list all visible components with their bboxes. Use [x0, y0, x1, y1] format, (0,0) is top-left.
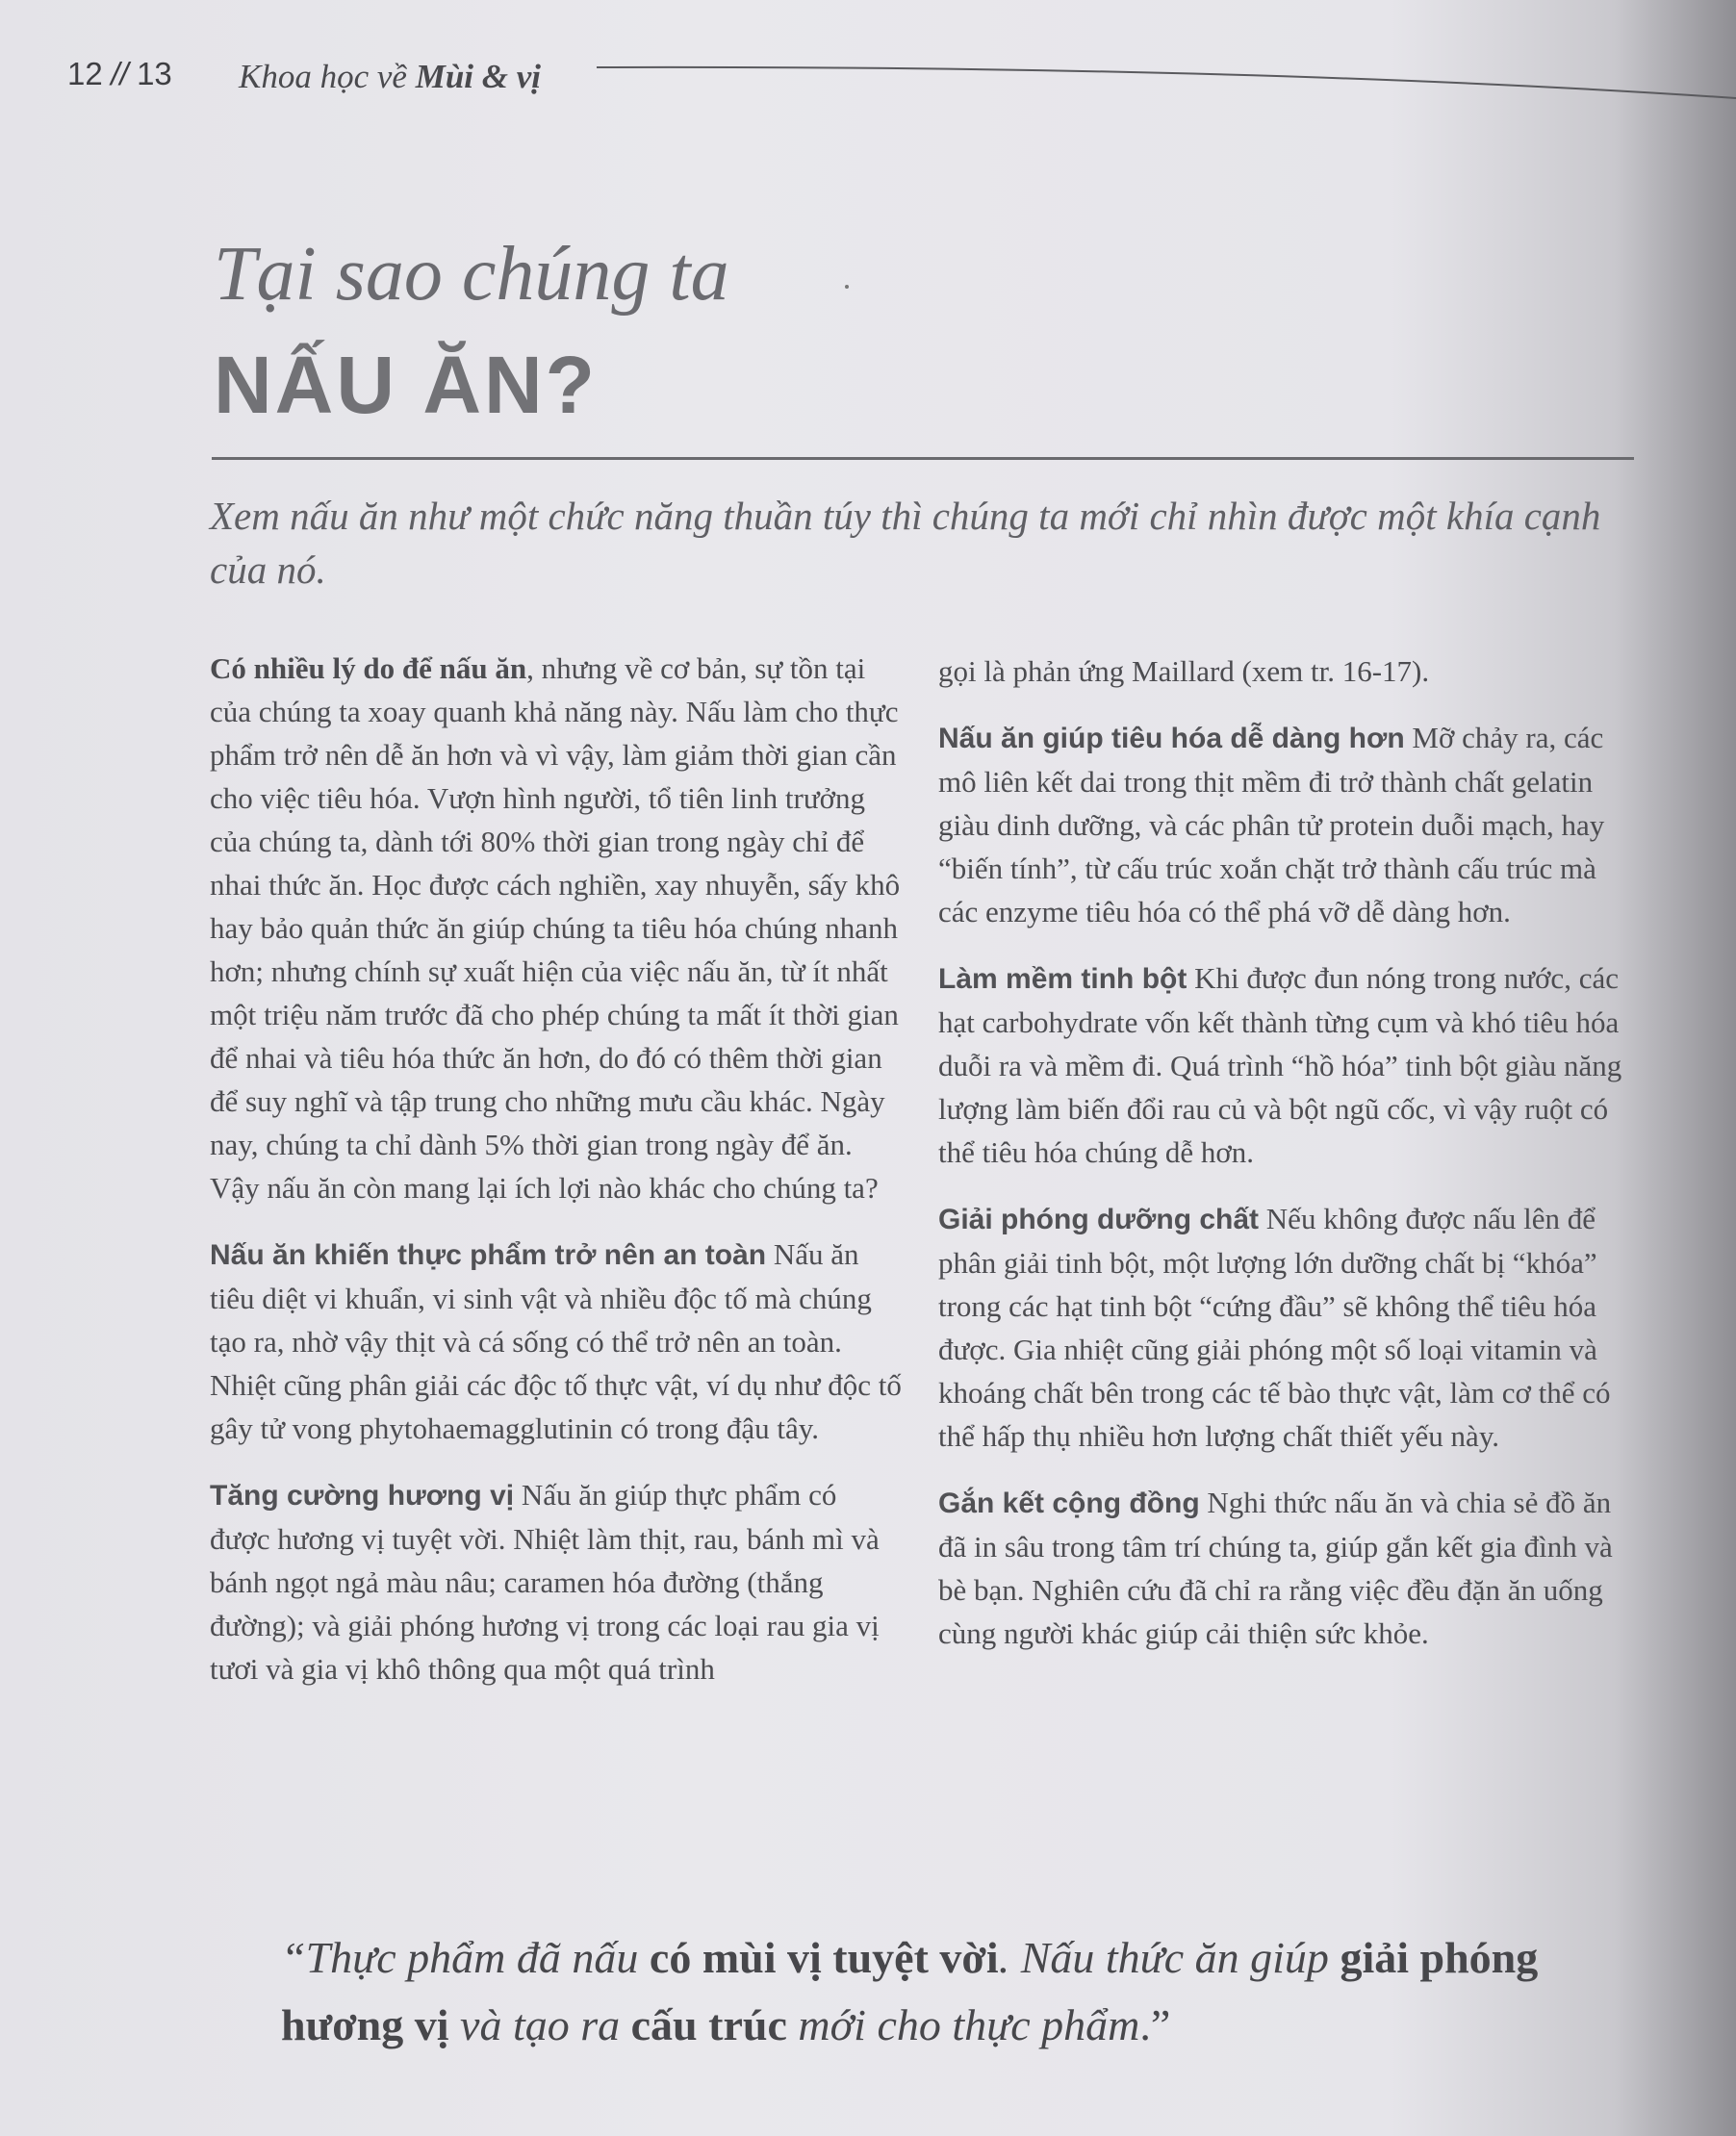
book-title-emphasis: Mùi & vị	[415, 58, 541, 95]
lead-paragraph: Xem nấu ăn như một chức năng thuần túy thì chúng ta mới chỉ nhìn được một khía cạnh của nó.	[210, 494, 1601, 592]
running-head	[67, 56, 541, 95]
section-heading-safety: Nấu ăn khiến thực phẩm trở nên an toàn	[210, 1239, 767, 1271]
section-text-starch: Khi được đun nóng trong nước, các hạt carbohydrate vốn kết thành từng cụm và khó tiêu hóa duỗi ra và mềm đi. Quá trình “hồ hóa” tinh bột giàu năng lượng làm biến đổi rau củ và bột ngũ cốc, vì vậy ruột có thể tiêu hóa chúng dễ hơn.	[938, 961, 1622, 1169]
page-number-left: 12	[67, 56, 103, 91]
section-text-digestion: Mỡ chảy ra, các mô liên kết dai trong thịt mềm đi trở thành chất gelatin giàu dinh dưỡng, và các phân tử protein duỗi mạch, hay “biến tính”, từ cấu trúc xoắn chặt trở thành cấu trúc mà các enzyme tiêu hóa có thể phá vỡ dễ dàng hơn.	[938, 721, 1605, 928]
page-title-line2: NẤU ĂN?	[214, 340, 598, 430]
quote-open-mark: “	[281, 1933, 306, 1982]
page-number-right: 13	[137, 56, 172, 91]
printing-speck	[845, 285, 849, 289]
section-heading-digestion: Nấu ăn giúp tiêu hóa dễ dàng hơn	[938, 723, 1405, 754]
quote-part-6: cấu trúc	[630, 2000, 787, 2049]
book-title-prefix: Khoa học về	[239, 58, 416, 95]
section-text-safety: Nấu ăn tiêu diệt vi khuẩn, vi sinh vật và nhiều độc tố mà chúng tạo ra, nhờ vậy thịt và cá sống có thể trở nên an toàn. Nhiệt cũng phân giải các độc tố thực vật, ví dụ như độc tố gây tử vong phytohaemagglutinin có trong đậu tây.	[210, 1237, 902, 1445]
intro-paragraph	[210, 647, 903, 1209]
quote-close-mark: .”	[1139, 2000, 1171, 2049]
section-safety	[210, 1233, 903, 1450]
quote-part-7: mới cho thực phẩm	[786, 2000, 1140, 2049]
section-text-nutrients: Nếu không được nấu lên để phân giải tinh bột, một lượng lớn dưỡng chất bị “khóa” trong các hạt tinh bột “cứng đầu” sẽ không thể tiêu hóa được. Gia nhiệt cũng giải phóng một số loại vitamin và khoáng chất bên trong các tế bào thực vật, làm cơ thể có thể hấp thụ nhiều hơn lượng chất thiết yếu này.	[938, 1202, 1611, 1453]
section-community	[938, 1481, 1641, 1655]
section-heading-community: Gắn kết cộng đồng	[938, 1488, 1200, 1519]
section-heading-starch: Làm mềm tinh bột	[938, 963, 1187, 995]
intro-text: , nhưng về cơ bản, sự tồn tại của chúng ta xoay quanh khả năng này. Nấu làm cho thực phẩm trở nên dễ ăn hơn và vì vậy, làm giảm thời gian cần cho việc tiêu hóa. Vượn hình người, tổ tiên linh trưởng của chúng ta, dành tới 80% thời gian trong ngày chỉ để nhai thức ăn. Học được cách nghiền, xay nhuyễn, sấy khô hay bảo quản thức ăn giúp chúng ta tiêu hóa chúng nhanh hơn; nhưng chính sự xuất hiện của việc nấu ăn, từ ít nhất một triệu năm trước đã cho phép chúng ta mất ít thời gian để nhai và tiêu hóa thức ăn hơn, do đó có thêm thời gian để suy nghĩ và tập trung cho những mưu cầu khác. Ngày nay, chúng ta chỉ dành 5% thời gian trong ngày để ăn. Vậy nấu ăn còn mang lại ích lợi nào khác cho chúng ta?	[210, 651, 901, 1205]
quote-part-3: . Nấu thức ăn giúp	[998, 1933, 1340, 1982]
quote-part-5: và tạo ra	[448, 2000, 631, 2049]
section-text-flavour: Nấu ăn giúp thực phẩm có được hương vị tuyệt vời. Nhiệt làm thịt, rau, bánh mì và bánh ngọt ngả màu nâu; caramen hóa đường (thắng đường); và giải phóng hương vị trong các loại rau gia vị tươi và gia vị khô thông qua một quá trình	[210, 1478, 880, 1686]
section-nutrients	[938, 1197, 1641, 1458]
quote-part-1: Thực phẩm đã nấu	[305, 1933, 650, 1982]
section-digestion	[938, 716, 1641, 933]
intro-lead-in: Có nhiều lý do để nấu ăn	[210, 651, 527, 685]
book-title	[239, 58, 541, 96]
left-column	[210, 647, 903, 1714]
section-heading-nutrients: Giải phóng dưỡng chất	[938, 1204, 1260, 1235]
page-title-line1: Tại sao chúng ta	[214, 232, 729, 317]
section-heading-flavour: Tăng cường hương vị	[210, 1480, 515, 1512]
section-starch	[938, 956, 1641, 1174]
continued-text: gọi là phản ứng Maillard (xem tr. 16-17).	[938, 654, 1430, 688]
quote-part-4: giải phóng hương vị	[281, 1933, 1539, 2049]
right-column	[938, 649, 1641, 1678]
page-separator: //	[111, 56, 129, 91]
section-text-community: Nghi thức nấu ăn và chia sẻ đồ ăn đã in sâu trong tâm trí chúng ta, giúp gắn kết gia đình và bè bạn. Nghiên cứu đã chỉ ra rằng việc đều đặn ăn uống cùng người khác giúp cải thiện sức khỏe.	[938, 1486, 1613, 1650]
title-divider	[212, 457, 1634, 460]
quote-part-2: có mùi vị tuyệt vời	[649, 1933, 999, 1982]
pull-quote	[281, 1924, 1561, 2059]
section-flavour	[210, 1473, 903, 1691]
